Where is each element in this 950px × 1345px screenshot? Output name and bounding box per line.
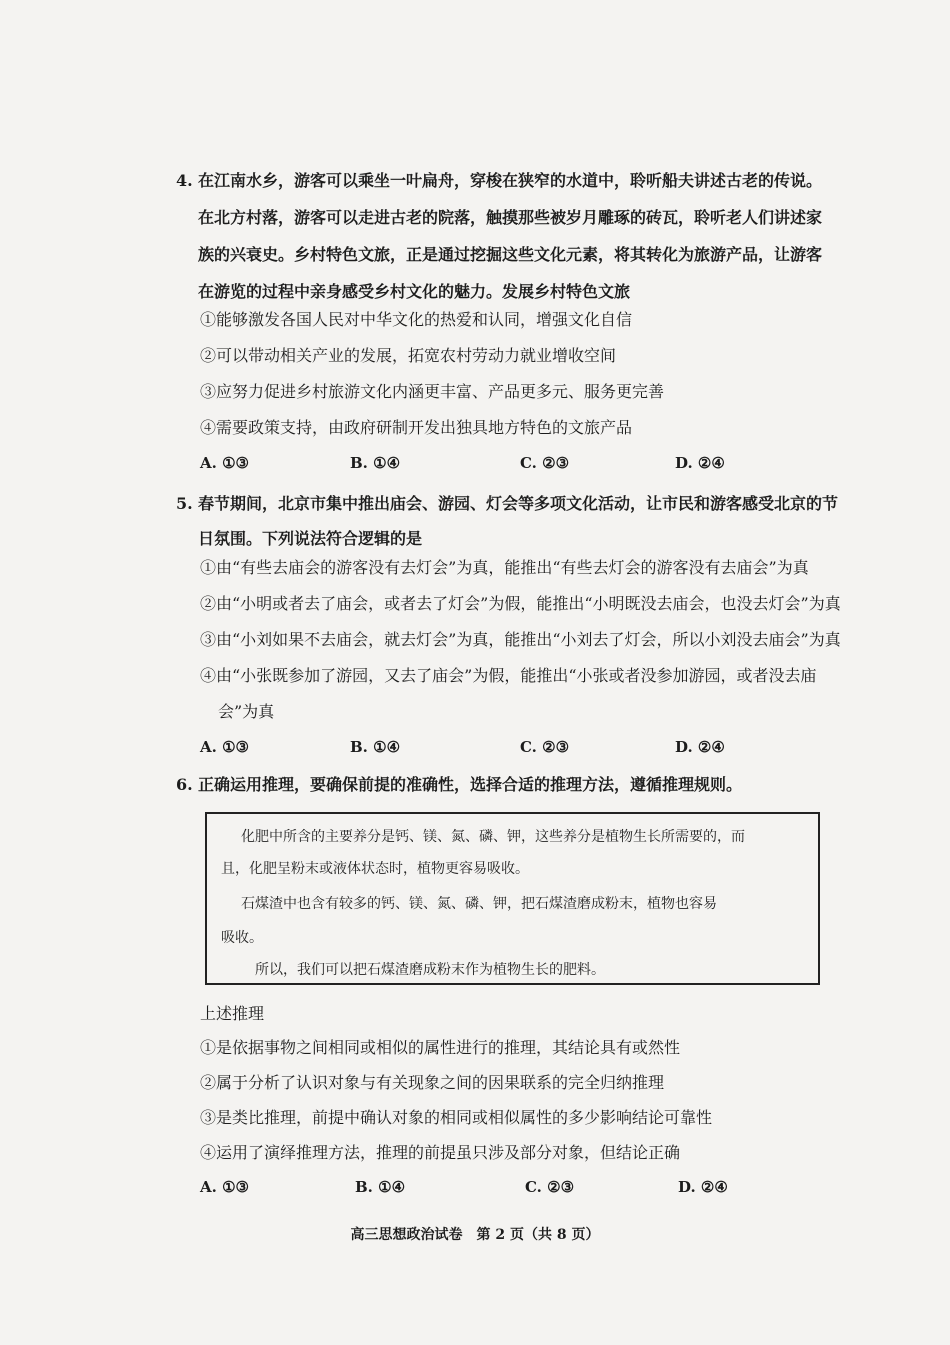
page-footer: 高三思想政治试卷 第 2 页（共 8 页）	[350, 1227, 600, 1243]
question-6-stem	[176, 766, 866, 803]
answer-options	[200, 454, 760, 478]
material-line: 化肥中所含的主要养分是钙、镁、氮、磷、钾，这些养分是植物生长所需要的，而	[241, 829, 745, 845]
question-number: 4.	[176, 171, 193, 190]
statement-2: ②属于分析了认识对象与有关现象之间的因果联系的完全归纳推理	[200, 1073, 665, 1092]
statement-3: ③由“小刘如果不去庙会，就去灯会”为真，能推出“小刘去了灯会，所以小刘没去庙会”为真	[200, 630, 841, 649]
question-text-line: 在江南水乡，游客可以乘坐一叶扁舟，穿梭在狭窄的水道中，聆听船夫讲述古老的传说。	[198, 171, 823, 190]
option-a[interactable]: A. ①③	[200, 1178, 249, 1196]
option-c[interactable]: C. ②③	[525, 1178, 575, 1196]
statement-2: ②由“小明或者去了庙会，或者去了灯会”为假，能推出“小明既没去庙会，也没去灯会”为真	[200, 594, 841, 613]
question-4-stem	[176, 162, 866, 199]
material-line: 且，化肥呈粉末或液体状态时，植物更容易吸收。	[221, 861, 529, 877]
option-a[interactable]: A. ①③	[200, 738, 249, 756]
material-line: 所以，我们可以把石煤渣磨成粉末作为植物生长的肥料。	[255, 962, 605, 978]
option-c[interactable]: C. ②③	[520, 738, 570, 756]
reasoning-material-box	[205, 812, 820, 985]
option-d[interactable]: D. ②④	[678, 1178, 728, 1196]
material-line: 吸收。	[221, 930, 263, 946]
question-number: 5.	[176, 494, 193, 513]
statement-2: ②可以带动相关产业的发展，拓宽农村劳动力就业增收空间	[200, 346, 617, 365]
statement-3: ③是类比推理，前提中确认对象的相同或相似属性的多少影响结论可靠性	[200, 1108, 713, 1127]
statement-4: ④由“小张既参加了游园，又去了庙会”为假，能推出“小张或者没参加游园，或者没去庙	[200, 666, 817, 685]
option-d[interactable]: D. ②④	[675, 454, 725, 472]
question-5-stem	[176, 485, 866, 522]
question-text-line: 在游览的过程中亲身感受乡村文化的魅力。发展乡村特色文旅	[198, 282, 631, 301]
option-b[interactable]: B. ①④	[350, 738, 401, 756]
statement-1: ①是依据事物之间相同或相似的属性进行的推理，其结论具有或然性	[200, 1038, 681, 1057]
option-d[interactable]: D. ②④	[675, 738, 725, 756]
option-b[interactable]: B. ①④	[350, 454, 401, 472]
statement-4-continued: 会”为真	[218, 702, 275, 721]
answer-options	[200, 1178, 760, 1202]
answer-options	[200, 738, 760, 762]
question-text-line: 日氛围。下列说法符合逻辑的是	[198, 529, 423, 548]
statement-1: ①能够激发各国人民对中华文化的热爱和认同，增强文化自信	[200, 310, 633, 329]
material-line: 石煤渣中也含有较多的钙、镁、氮、磷、钾，把石煤渣磨成粉末，植物也容易	[241, 896, 717, 912]
question-number: 6.	[176, 775, 193, 794]
question-text-line: 正确运用推理，要确保前提的准确性，选择合适的推理方法，遵循推理规则。	[198, 775, 743, 794]
option-c[interactable]: C. ②③	[520, 454, 570, 472]
statement-3: ③应努力促进乡村旅游文化内涵更丰富、产品更多元、服务更完善	[200, 382, 665, 401]
statement-4: ④运用了演绎推理方法，推理的前提虽只涉及部分对象，但结论正确	[200, 1143, 681, 1162]
option-a[interactable]: A. ①③	[200, 454, 249, 472]
statement-4: ④需要政策支持，由政府研制开发出独具地方特色的文旅产品	[200, 418, 633, 437]
question-text-line: 族的兴衰史。乡村特色文旅，正是通过挖掘这些文化元素，将其转化为旅游产品，让游客	[198, 245, 823, 264]
question-text-line: 春节期间，北京市集中推出庙会、游园、灯会等多项文化活动，让市民和游客感受北京的节	[198, 494, 839, 513]
option-b[interactable]: B. ①④	[355, 1178, 406, 1196]
statement-1: ①由“有些去庙会的游客没有去灯会”为真，能推出“有些去灯会的游客没有去庙会”为真	[200, 558, 809, 577]
question-lead: 上述推理	[200, 1004, 265, 1023]
question-text-line: 在北方村落，游客可以走进古老的院落，触摸那些被岁月雕琢的砖瓦，聆听老人们讲述家	[198, 208, 823, 227]
